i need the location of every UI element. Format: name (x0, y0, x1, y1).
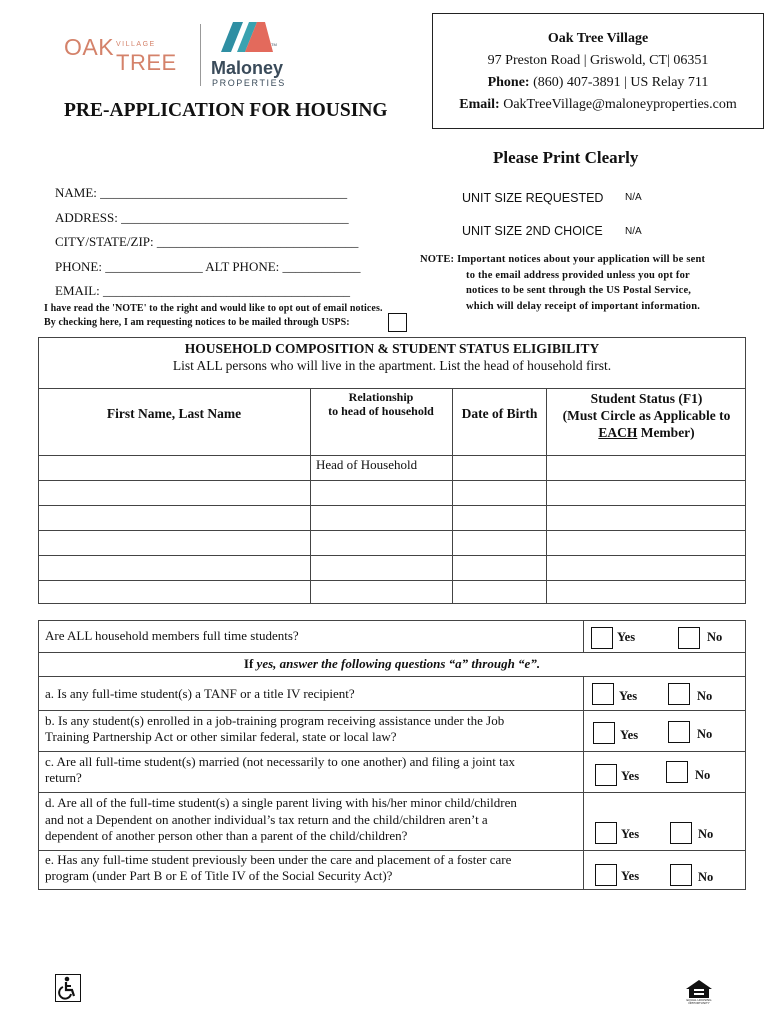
question-c (45, 754, 515, 786)
usps-opt-out-checkbox[interactable] (388, 313, 407, 332)
question-d-line-1: d. Are all of the full-time student(s) a single parent living with his/her minor child/children (45, 795, 517, 810)
question-e (45, 852, 511, 884)
unit-size-2nd-choice-value[interactable]: N/A (625, 226, 642, 237)
household-table-subtitle: List ALL persons who will live in the apartment. List the head of household first. (172, 358, 612, 373)
questions-row-border (38, 652, 746, 653)
phone-field[interactable]: PHONE: _______________ ALT PHONE: ____________ (55, 259, 361, 274)
col-header-dob: Date of Birth (461, 406, 538, 421)
question-b-yes-checkbox[interactable] (593, 722, 615, 744)
table-header-top-border (38, 388, 746, 389)
print-clearly-heading: Please Print Clearly (493, 148, 639, 167)
all-students-yes-checkbox[interactable] (591, 627, 613, 649)
property-email (433, 94, 763, 116)
question-a-yes-label: Yes (619, 689, 638, 703)
equal-housing-text: EQUAL HOUSING OPPORTUNITY (686, 998, 712, 1005)
question-b-line-2: Training Partnership Act or other similar federal, state or local law? (45, 729, 397, 744)
each-emphasis: EACH (598, 425, 638, 440)
unit-size-2nd-choice-label: UNIT SIZE 2ND CHOICE (462, 224, 603, 238)
question-b-no-checkbox[interactable] (668, 721, 690, 743)
col-header-name: First Name, Last Name (106, 406, 242, 421)
opt-out-text (44, 302, 383, 330)
contact-box (432, 13, 764, 129)
question-c-no-label: No (695, 768, 711, 782)
question-b-yes-label: Yes (620, 728, 639, 742)
questions-row-border (38, 751, 746, 752)
col-header-student-status (547, 390, 746, 441)
email-note (420, 252, 765, 314)
household-table-title: HOUSEHOLD COMPOSITION & STUDENT STATUS ELIGIBILITY (184, 341, 600, 356)
all-students-no-label: No (707, 630, 723, 644)
all-students-no-checkbox[interactable] (678, 627, 700, 649)
question-a-yes-checkbox[interactable] (592, 683, 614, 705)
col-header-student-line-1: Student Status (F1) (590, 391, 703, 406)
property-name: Oak Tree Village (547, 31, 649, 46)
logo-tree-text: TREE (116, 50, 177, 75)
question-d-yes-label: Yes (621, 827, 640, 841)
if-yes-italic: yes, answer the following questions “a” through “e”. (256, 656, 541, 671)
maloney-tm-text: TM (271, 42, 277, 47)
col-header-relationship (311, 390, 451, 418)
if-yes-prefix: If (243, 656, 257, 671)
question-c-yes-label: Yes (621, 769, 640, 783)
question-b-no-label: No (697, 727, 713, 741)
equal-housing-icon (684, 979, 714, 1005)
table-row[interactable] (39, 456, 310, 480)
questions-row-border (38, 850, 746, 851)
questions-col-divider (583, 620, 584, 652)
address-field[interactable]: ADDRESS: ___________________________________ (55, 210, 349, 225)
question-a: a. Is any full-time student(s) a TANF or a title IV recipient? (45, 686, 355, 701)
question-c-no-checkbox[interactable] (666, 761, 688, 783)
logo-village-text: VILLAGE (116, 41, 156, 48)
col-header-relationship-line-2: to head of household (328, 404, 434, 418)
question-b (45, 713, 504, 745)
question-e-line-2: program (under Part B or E of Title IV of the Social Security Act)? (45, 868, 393, 883)
logo-divider (200, 24, 201, 86)
maloney-m-mark-icon (221, 22, 277, 52)
questions-col-divider (583, 676, 584, 890)
question-d (45, 795, 517, 845)
email-label: Email: (459, 97, 500, 112)
email-value: OakTreeVillage@maloneyproperties.com (503, 97, 737, 112)
note-line-2: to the email address provided unless you opt for (466, 269, 690, 281)
col-header-student-line-2: (Must Circle as Applicable to (562, 408, 731, 423)
question-e-no-checkbox[interactable] (670, 864, 692, 886)
question-e-no-label: No (698, 870, 714, 884)
note-label: NOTE: (420, 254, 455, 265)
oak-tree-village-logo (64, 34, 177, 78)
table-row[interactable] (39, 481, 310, 505)
question-a-no-checkbox[interactable] (668, 683, 690, 705)
question-c-line-2: return? (45, 770, 82, 785)
city-state-zip-field[interactable]: CITY/STATE/ZIP: _______________________________ (55, 234, 359, 249)
table-col-divider (310, 388, 311, 604)
question-a-no-label: No (697, 689, 713, 703)
unit-size-requested-label: UNIT SIZE REQUESTED (462, 191, 604, 205)
page-title: PRE-APPLICATION FOR HOUSING (64, 100, 388, 121)
opt-out-line-1: I have read the 'NOTE' to the right and would like to opt out of email notices. (44, 303, 383, 314)
questions-row-border (38, 792, 746, 793)
logo-oak-text: OAK (64, 34, 115, 60)
table-row[interactable] (39, 506, 310, 530)
table-row[interactable] (39, 556, 310, 580)
col-header-student-line-3 (547, 424, 746, 441)
question-b-line-1: b. Is any student(s) enrolled in a job-training program receiving assistance under the Job (45, 713, 505, 728)
questions-row-border (38, 676, 746, 677)
if-yes-instruction (38, 656, 746, 672)
note-line-1: Important notices about your application will be sent (457, 254, 706, 265)
questions-row-border (38, 710, 746, 711)
question-d-line-2: and not a Dependent on another individual’s tax return and the child/children aren’t a (45, 811, 488, 827)
col-header-relationship-line-1: Relationship (348, 390, 414, 404)
head-of-household-cell: Head of Household (316, 457, 418, 472)
maloney-name-text: Maloney (211, 58, 284, 78)
property-phone (433, 72, 763, 94)
question-c-yes-checkbox[interactable] (595, 764, 617, 786)
note-line-3: notices to be sent through the US Postal Service, (466, 285, 692, 296)
maloney-logo (209, 22, 289, 92)
question-d-line-3: dependent of another person other than a parent of the child/children? (45, 828, 408, 843)
question-d-no-label: No (698, 827, 714, 841)
opt-out-line-2: By checking here, I am requesting notices to be mailed through USPS: (44, 317, 350, 328)
question-d-no-checkbox[interactable] (670, 822, 692, 844)
question-all-students: Are ALL household members full time students? (45, 628, 299, 643)
name-field[interactable]: NAME: ______________________________________ (55, 185, 348, 200)
question-c-line-1: c. Are all full-time student(s) married (not necessarily to one another) and filing a joint tax (45, 754, 516, 769)
question-d-yes-checkbox[interactable] (595, 822, 617, 844)
table-row[interactable] (39, 581, 310, 604)
phone-label: Phone: (487, 75, 530, 90)
all-students-yes-label: Yes (617, 630, 636, 644)
table-row[interactable] (39, 531, 310, 555)
wheelchair-icon (55, 974, 81, 1002)
question-e-yes-checkbox[interactable] (595, 864, 617, 886)
email-field[interactable]: EMAIL: ______________________________________ (55, 283, 351, 298)
note-line-4: which will delay receipt of important information. (466, 300, 701, 312)
member-text: Member) (637, 425, 695, 440)
unit-size-requested-value[interactable]: N/A (625, 192, 642, 203)
phone-value: (860) 407-3891 | US Relay 711 (533, 75, 709, 90)
property-address: 97 Preston Road | Griswold, CT| 06351 (487, 53, 709, 68)
question-e-line-1: e. Has any full-time student previously been under the care and placement of a foster care (45, 852, 512, 867)
maloney-properties-text: PROPERTIES (212, 78, 286, 88)
question-e-yes-label: Yes (621, 869, 640, 883)
